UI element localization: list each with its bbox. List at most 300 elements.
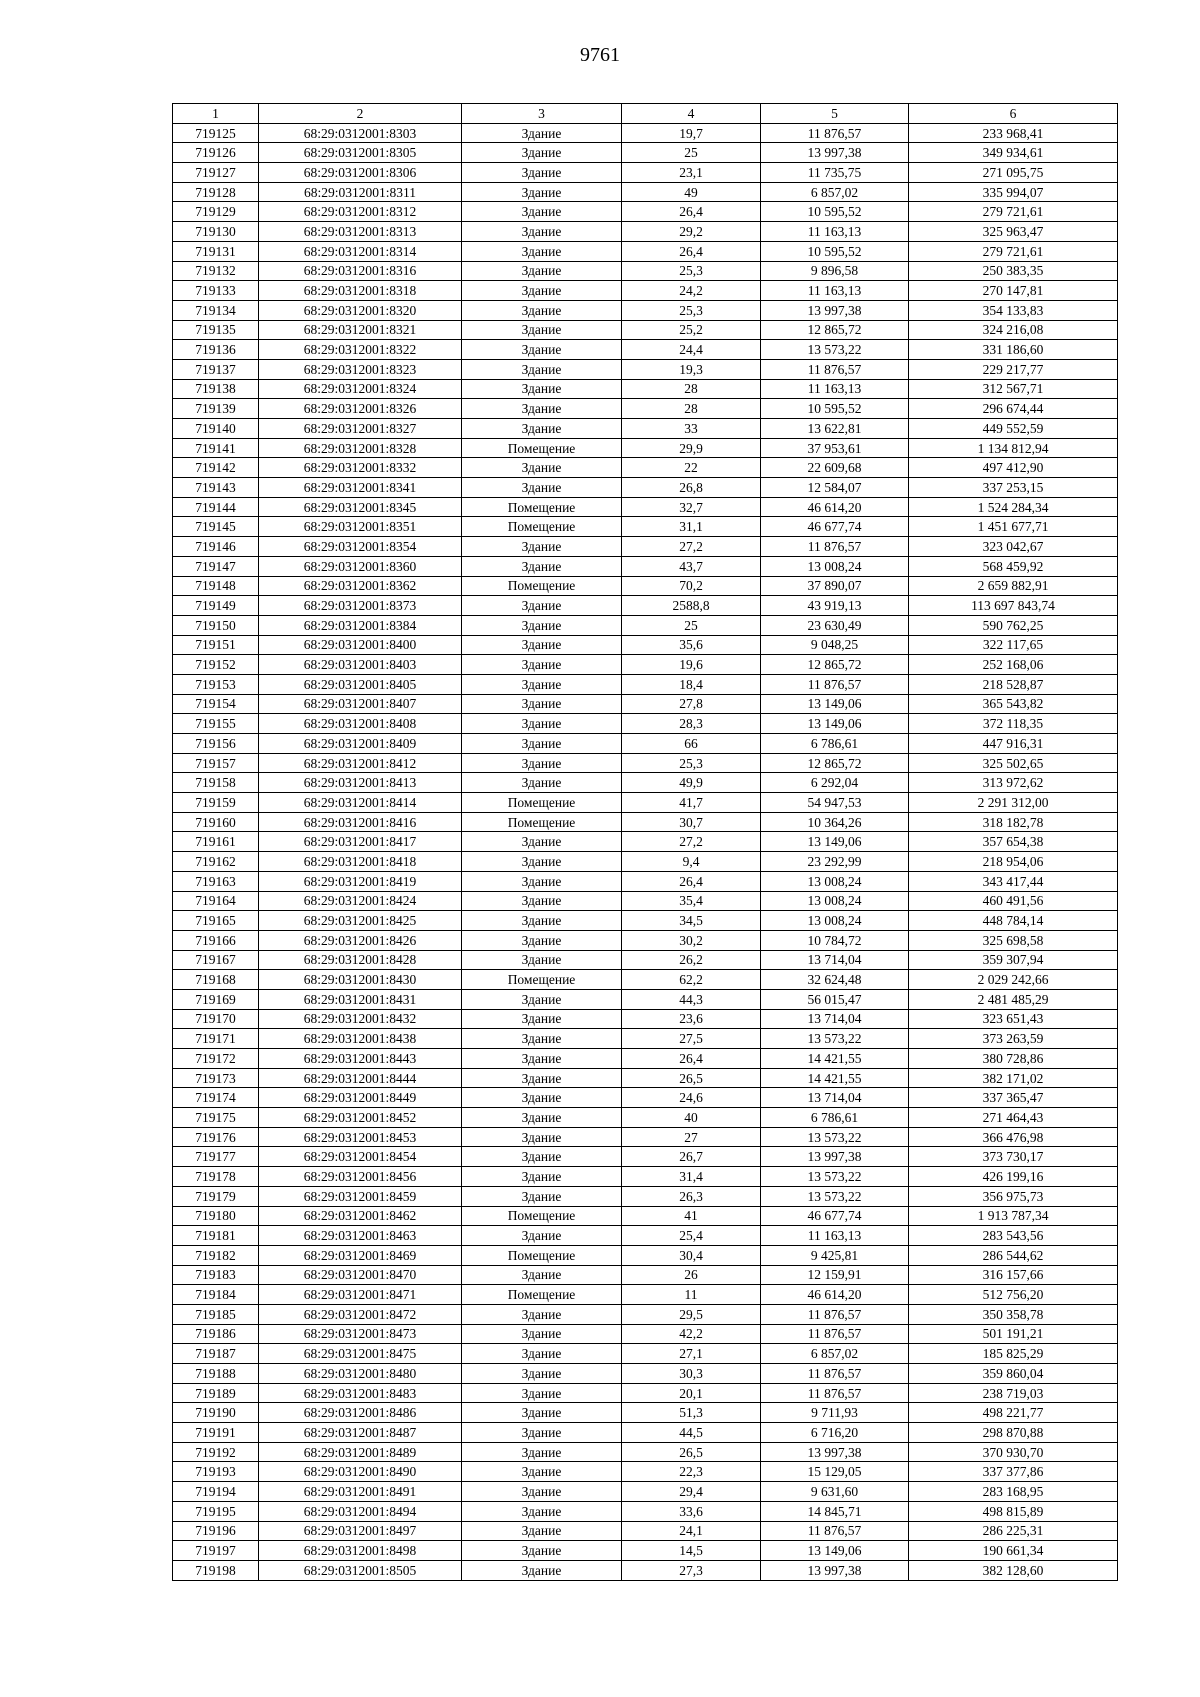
column-header: 4: [622, 104, 761, 124]
unit-value-cell: 13 997,38: [761, 1147, 909, 1167]
table-row: [173, 556, 1118, 576]
cadastral-number-cell: 68:29:0312001:8341: [259, 478, 462, 498]
table-row: [173, 359, 1118, 379]
cadastral-number-cell: 68:29:0312001:8408: [259, 714, 462, 734]
cadastral-number-cell: 68:29:0312001:8472: [259, 1304, 462, 1324]
object-type-cell: Здание: [462, 419, 622, 439]
object-type-cell: Здание: [462, 1482, 622, 1502]
row-number-cell: 719132: [173, 261, 259, 281]
area-cell: 14,5: [622, 1541, 761, 1561]
row-number-cell: 719171: [173, 1029, 259, 1049]
table-row: [173, 1206, 1118, 1226]
table-row: [173, 478, 1118, 498]
area-cell: 43,7: [622, 556, 761, 576]
cadastral-value-cell: 337 377,86: [909, 1462, 1118, 1482]
cadastral-value-cell: 366 476,98: [909, 1127, 1118, 1147]
unit-value-cell: 13 573,22: [761, 1186, 909, 1206]
area-cell: 30,2: [622, 930, 761, 950]
area-cell: 44,3: [622, 989, 761, 1009]
cadastral-number-cell: 68:29:0312001:8407: [259, 694, 462, 714]
row-number-cell: 719152: [173, 655, 259, 675]
cadastral-value-cell: 322 117,65: [909, 635, 1118, 655]
unit-value-cell: 13 573,22: [761, 1029, 909, 1049]
unit-value-cell: 14 845,71: [761, 1501, 909, 1521]
cadastral-number-cell: 68:29:0312001:8414: [259, 793, 462, 813]
object-type-cell: Здание: [462, 202, 622, 222]
row-number-cell: 719149: [173, 596, 259, 616]
cadastral-number-cell: 68:29:0312001:8489: [259, 1442, 462, 1462]
unit-value-cell: 9 048,25: [761, 635, 909, 655]
unit-value-cell: 12 159,91: [761, 1265, 909, 1285]
row-number-cell: 719141: [173, 438, 259, 458]
unit-value-cell: 46 677,74: [761, 517, 909, 537]
table-row: [173, 1304, 1118, 1324]
table-row: [173, 1245, 1118, 1265]
row-number-cell: 719196: [173, 1521, 259, 1541]
unit-value-cell: 11 876,57: [761, 1304, 909, 1324]
area-cell: 25,3: [622, 753, 761, 773]
cadastral-value-cell: 296 674,44: [909, 399, 1118, 419]
unit-value-cell: 6 716,20: [761, 1423, 909, 1443]
table-row: [173, 241, 1118, 261]
unit-value-cell: 11 876,57: [761, 1364, 909, 1384]
row-number-cell: 719148: [173, 576, 259, 596]
cadastral-value-cell: 283 168,95: [909, 1482, 1118, 1502]
area-cell: 26,4: [622, 241, 761, 261]
area-cell: 62,2: [622, 970, 761, 990]
cadastral-number-cell: 68:29:0312001:8327: [259, 419, 462, 439]
area-cell: 26,5: [622, 1068, 761, 1088]
area-cell: 30,4: [622, 1245, 761, 1265]
cadastral-value-cell: 331 186,60: [909, 340, 1118, 360]
cadastral-value-cell: 185 825,29: [909, 1344, 1118, 1364]
object-type-cell: Здание: [462, 123, 622, 143]
row-number-cell: 719147: [173, 556, 259, 576]
cadastral-number-cell: 68:29:0312001:8320: [259, 300, 462, 320]
object-type-cell: Здание: [462, 911, 622, 931]
cadastral-number-cell: 68:29:0312001:8324: [259, 379, 462, 399]
object-type-cell: Здание: [462, 1423, 622, 1443]
cadastral-number-cell: 68:29:0312001:8490: [259, 1462, 462, 1482]
object-type-cell: Здание: [462, 1541, 622, 1561]
object-type-cell: Здание: [462, 694, 622, 714]
object-type-cell: Здание: [462, 615, 622, 635]
object-type-cell: Здание: [462, 281, 622, 301]
table-row: [173, 773, 1118, 793]
cadastral-value-cell: 2 481 485,29: [909, 989, 1118, 1009]
cadastral-value-cell: 448 784,14: [909, 911, 1118, 931]
unit-value-cell: 6 857,02: [761, 182, 909, 202]
cadastral-value-cell: 323 651,43: [909, 1009, 1118, 1029]
cadastral-number-cell: 68:29:0312001:8403: [259, 655, 462, 675]
unit-value-cell: 13 149,06: [761, 694, 909, 714]
cadastral-number-cell: 68:29:0312001:8314: [259, 241, 462, 261]
table-row: [173, 300, 1118, 320]
row-number-cell: 719173: [173, 1068, 259, 1088]
object-type-cell: Здание: [462, 163, 622, 183]
row-number-cell: 719192: [173, 1442, 259, 1462]
area-cell: 26: [622, 1265, 761, 1285]
area-cell: 24,2: [622, 281, 761, 301]
column-header: 6: [909, 104, 1118, 124]
area-cell: 23,1: [622, 163, 761, 183]
area-cell: 19,7: [622, 123, 761, 143]
table-row: [173, 1403, 1118, 1423]
cadastral-value-cell: 1 913 787,34: [909, 1206, 1118, 1226]
table-row: [173, 1068, 1118, 1088]
area-cell: 25: [622, 615, 761, 635]
object-type-cell: Помещение: [462, 517, 622, 537]
cadastral-number-cell: 68:29:0312001:8326: [259, 399, 462, 419]
area-cell: 26,4: [622, 1049, 761, 1069]
cadastral-number-cell: 68:29:0312001:8438: [259, 1029, 462, 1049]
cadastral-number-cell: 68:29:0312001:8362: [259, 576, 462, 596]
row-number-cell: 719176: [173, 1127, 259, 1147]
area-cell: 25,3: [622, 300, 761, 320]
unit-value-cell: 22 609,68: [761, 458, 909, 478]
cadastral-number-cell: 68:29:0312001:8419: [259, 871, 462, 891]
row-number-cell: 719188: [173, 1364, 259, 1384]
unit-value-cell: 56 015,47: [761, 989, 909, 1009]
area-cell: 41: [622, 1206, 761, 1226]
cadastral-value-cell: 325 963,47: [909, 222, 1118, 242]
cadastral-number-cell: 68:29:0312001:8494: [259, 1501, 462, 1521]
cadastral-value-cell: 190 661,34: [909, 1541, 1118, 1561]
cadastral-number-cell: 68:29:0312001:8332: [259, 458, 462, 478]
row-number-cell: 719170: [173, 1009, 259, 1029]
object-type-cell: Помещение: [462, 970, 622, 990]
table-row: [173, 911, 1118, 931]
unit-value-cell: 37 953,61: [761, 438, 909, 458]
row-number-cell: 719159: [173, 793, 259, 813]
cadastral-value-cell: 590 762,25: [909, 615, 1118, 635]
cadastral-number-cell: 68:29:0312001:8462: [259, 1206, 462, 1226]
row-number-cell: 719179: [173, 1186, 259, 1206]
cadastral-number-cell: 68:29:0312001:8459: [259, 1186, 462, 1206]
area-cell: 33,6: [622, 1501, 761, 1521]
cadastral-value-cell: 373 730,17: [909, 1147, 1118, 1167]
cadastral-number-cell: 68:29:0312001:8306: [259, 163, 462, 183]
table-row: [173, 1423, 1118, 1443]
row-number-cell: 719172: [173, 1049, 259, 1069]
cadastral-number-cell: 68:29:0312001:8444: [259, 1068, 462, 1088]
unit-value-cell: 6 857,02: [761, 1344, 909, 1364]
unit-value-cell: 10 595,52: [761, 241, 909, 261]
unit-value-cell: 13 573,22: [761, 1127, 909, 1147]
registry-table: [172, 103, 1118, 1581]
unit-value-cell: 6 786,61: [761, 1108, 909, 1128]
row-number-cell: 719150: [173, 615, 259, 635]
area-cell: 42,2: [622, 1324, 761, 1344]
object-type-cell: Помещение: [462, 1245, 622, 1265]
table-row: [173, 694, 1118, 714]
cadastral-number-cell: 68:29:0312001:8449: [259, 1088, 462, 1108]
table-row: [173, 950, 1118, 970]
area-cell: 26,4: [622, 202, 761, 222]
object-type-cell: Здание: [462, 1009, 622, 1029]
object-type-cell: Помещение: [462, 1206, 622, 1226]
row-number-cell: 719195: [173, 1501, 259, 1521]
cadastral-number-cell: 68:29:0312001:8416: [259, 812, 462, 832]
cadastral-value-cell: 218 528,87: [909, 674, 1118, 694]
cadastral-value-cell: 325 502,65: [909, 753, 1118, 773]
cadastral-value-cell: 359 307,94: [909, 950, 1118, 970]
object-type-cell: Здание: [462, 1462, 622, 1482]
row-number-cell: 719193: [173, 1462, 259, 1482]
row-number-cell: 719151: [173, 635, 259, 655]
table-row: [173, 1344, 1118, 1364]
area-cell: 35,4: [622, 891, 761, 911]
cadastral-number-cell: 68:29:0312001:8351: [259, 517, 462, 537]
table-row: [173, 674, 1118, 694]
cadastral-value-cell: 323 042,67: [909, 537, 1118, 557]
area-cell: 29,9: [622, 438, 761, 458]
area-cell: 25,2: [622, 320, 761, 340]
cadastral-number-cell: 68:29:0312001:8480: [259, 1364, 462, 1384]
table-row: [173, 1482, 1118, 1502]
unit-value-cell: 13 008,24: [761, 556, 909, 576]
table-row: [173, 517, 1118, 537]
cadastral-number-cell: 68:29:0312001:8483: [259, 1383, 462, 1403]
cadastral-value-cell: 312 567,71: [909, 379, 1118, 399]
table-row: [173, 281, 1118, 301]
cadastral-number-cell: 68:29:0312001:8321: [259, 320, 462, 340]
cadastral-value-cell: 354 133,83: [909, 300, 1118, 320]
cadastral-number-cell: 68:29:0312001:8497: [259, 1521, 462, 1541]
object-type-cell: Помещение: [462, 497, 622, 517]
object-type-cell: Здание: [462, 1521, 622, 1541]
row-number-cell: 719190: [173, 1403, 259, 1423]
cadastral-number-cell: 68:29:0312001:8373: [259, 596, 462, 616]
table-row: [173, 596, 1118, 616]
unit-value-cell: 9 631,60: [761, 1482, 909, 1502]
cadastral-value-cell: 449 552,59: [909, 419, 1118, 439]
unit-value-cell: 13 149,06: [761, 714, 909, 734]
unit-value-cell: 10 595,52: [761, 202, 909, 222]
unit-value-cell: 9 711,93: [761, 1403, 909, 1423]
table-row: [173, 714, 1118, 734]
cadastral-number-cell: 68:29:0312001:8316: [259, 261, 462, 281]
table-row: [173, 458, 1118, 478]
cadastral-value-cell: 271 464,43: [909, 1108, 1118, 1128]
cadastral-number-cell: 68:29:0312001:8432: [259, 1009, 462, 1029]
row-number-cell: 719197: [173, 1541, 259, 1561]
unit-value-cell: 14 421,55: [761, 1068, 909, 1088]
object-type-cell: Здание: [462, 1186, 622, 1206]
object-type-cell: Здание: [462, 1442, 622, 1462]
unit-value-cell: 46 614,20: [761, 497, 909, 517]
object-type-cell: Здание: [462, 222, 622, 242]
object-type-cell: Здание: [462, 1344, 622, 1364]
table-row: [173, 1029, 1118, 1049]
unit-value-cell: 14 421,55: [761, 1049, 909, 1069]
area-cell: 44,5: [622, 1423, 761, 1443]
cadastral-value-cell: 373 263,59: [909, 1029, 1118, 1049]
object-type-cell: Здание: [462, 1226, 622, 1246]
area-cell: 30,7: [622, 812, 761, 832]
table-row: [173, 1147, 1118, 1167]
object-type-cell: Помещение: [462, 812, 622, 832]
unit-value-cell: 12 865,72: [761, 753, 909, 773]
cadastral-value-cell: 359 860,04: [909, 1364, 1118, 1384]
row-number-cell: 719138: [173, 379, 259, 399]
cadastral-number-cell: 68:29:0312001:8505: [259, 1560, 462, 1580]
cadastral-value-cell: 372 118,35: [909, 714, 1118, 734]
unit-value-cell: 6 786,61: [761, 734, 909, 754]
cadastral-value-cell: 460 491,56: [909, 891, 1118, 911]
area-cell: 20,1: [622, 1383, 761, 1403]
object-type-cell: Здание: [462, 950, 622, 970]
table-row: [173, 615, 1118, 635]
area-cell: 25,4: [622, 1226, 761, 1246]
unit-value-cell: 13 008,24: [761, 891, 909, 911]
object-type-cell: Помещение: [462, 576, 622, 596]
object-type-cell: Здание: [462, 1304, 622, 1324]
cadastral-number-cell: 68:29:0312001:8412: [259, 753, 462, 773]
area-cell: 31,4: [622, 1167, 761, 1187]
unit-value-cell: 11 735,75: [761, 163, 909, 183]
unit-value-cell: 10 364,26: [761, 812, 909, 832]
table-row: [173, 379, 1118, 399]
area-cell: 19,6: [622, 655, 761, 675]
row-number-cell: 719155: [173, 714, 259, 734]
unit-value-cell: 32 624,48: [761, 970, 909, 990]
row-number-cell: 719167: [173, 950, 259, 970]
object-type-cell: Здание: [462, 596, 622, 616]
cadastral-number-cell: 68:29:0312001:8486: [259, 1403, 462, 1423]
cadastral-value-cell: 380 728,86: [909, 1049, 1118, 1069]
area-cell: 26,7: [622, 1147, 761, 1167]
row-number-cell: 719142: [173, 458, 259, 478]
unit-value-cell: 9 425,81: [761, 1245, 909, 1265]
table-row: [173, 1127, 1118, 1147]
cadastral-number-cell: 68:29:0312001:8425: [259, 911, 462, 931]
object-type-cell: Здание: [462, 1088, 622, 1108]
row-number-cell: 719145: [173, 517, 259, 537]
object-type-cell: Здание: [462, 1265, 622, 1285]
object-type-cell: Здание: [462, 143, 622, 163]
cadastral-value-cell: 279 721,61: [909, 241, 1118, 261]
row-number-cell: 719137: [173, 359, 259, 379]
row-number-cell: 719164: [173, 891, 259, 911]
row-number-cell: 719162: [173, 852, 259, 872]
cadastral-number-cell: 68:29:0312001:8417: [259, 832, 462, 852]
area-cell: 33: [622, 419, 761, 439]
cadastral-value-cell: 498 815,89: [909, 1501, 1118, 1521]
unit-value-cell: 11 876,57: [761, 537, 909, 557]
table-row: [173, 222, 1118, 242]
cadastral-value-cell: 252 168,06: [909, 655, 1118, 675]
cadastral-value-cell: 229 217,77: [909, 359, 1118, 379]
cadastral-number-cell: 68:29:0312001:8323: [259, 359, 462, 379]
table-header-row: [173, 104, 1118, 124]
area-cell: 29,5: [622, 1304, 761, 1324]
cadastral-value-cell: 313 972,62: [909, 773, 1118, 793]
table-row: [173, 970, 1118, 990]
cadastral-number-cell: 68:29:0312001:8473: [259, 1324, 462, 1344]
object-type-cell: Здание: [462, 261, 622, 281]
unit-value-cell: 46 677,74: [761, 1206, 909, 1226]
table-row: [173, 202, 1118, 222]
cadastral-number-cell: 68:29:0312001:8328: [259, 438, 462, 458]
area-cell: 34,5: [622, 911, 761, 931]
unit-value-cell: 12 865,72: [761, 655, 909, 675]
table-row: [173, 812, 1118, 832]
table-row: [173, 1541, 1118, 1561]
object-type-cell: Здание: [462, 773, 622, 793]
object-type-cell: Здание: [462, 359, 622, 379]
cadastral-number-cell: 68:29:0312001:8456: [259, 1167, 462, 1187]
object-type-cell: Здание: [462, 871, 622, 891]
object-type-cell: Здание: [462, 1127, 622, 1147]
unit-value-cell: 11 876,57: [761, 1383, 909, 1403]
area-cell: 24,4: [622, 340, 761, 360]
row-number-cell: 719182: [173, 1245, 259, 1265]
row-number-cell: 719136: [173, 340, 259, 360]
cadastral-value-cell: 218 954,06: [909, 852, 1118, 872]
cadastral-value-cell: 283 543,56: [909, 1226, 1118, 1246]
area-cell: 31,1: [622, 517, 761, 537]
object-type-cell: Здание: [462, 674, 622, 694]
row-number-cell: 719125: [173, 123, 259, 143]
area-cell: 27,2: [622, 832, 761, 852]
cadastral-number-cell: 68:29:0312001:8469: [259, 1245, 462, 1265]
cadastral-number-cell: 68:29:0312001:8470: [259, 1265, 462, 1285]
unit-value-cell: 13 622,81: [761, 419, 909, 439]
object-type-cell: Здание: [462, 1403, 622, 1423]
table-row: [173, 1462, 1118, 1482]
unit-value-cell: 11 876,57: [761, 1521, 909, 1541]
table-row: [173, 1501, 1118, 1521]
cadastral-value-cell: 337 253,15: [909, 478, 1118, 498]
cadastral-value-cell: 447 916,31: [909, 734, 1118, 754]
table-row: [173, 261, 1118, 281]
unit-value-cell: 54 947,53: [761, 793, 909, 813]
table-row: [173, 438, 1118, 458]
cadastral-value-cell: 316 157,66: [909, 1265, 1118, 1285]
table-row: [173, 340, 1118, 360]
cadastral-value-cell: 1 451 677,71: [909, 517, 1118, 537]
row-number-cell: 719184: [173, 1285, 259, 1305]
column-header: 3: [462, 104, 622, 124]
object-type-cell: Здание: [462, 852, 622, 872]
cadastral-number-cell: 68:29:0312001:8487: [259, 1423, 462, 1443]
row-number-cell: 719156: [173, 734, 259, 754]
unit-value-cell: 15 129,05: [761, 1462, 909, 1482]
unit-value-cell: 11 163,13: [761, 222, 909, 242]
table-row: [173, 419, 1118, 439]
area-cell: 24,6: [622, 1088, 761, 1108]
cadastral-number-cell: 68:29:0312001:8452: [259, 1108, 462, 1128]
unit-value-cell: 46 614,20: [761, 1285, 909, 1305]
cadastral-number-cell: 68:29:0312001:8360: [259, 556, 462, 576]
row-number-cell: 719154: [173, 694, 259, 714]
unit-value-cell: 11 876,57: [761, 123, 909, 143]
row-number-cell: 719183: [173, 1265, 259, 1285]
row-number-cell: 719127: [173, 163, 259, 183]
area-cell: 30,3: [622, 1364, 761, 1384]
unit-value-cell: 11 876,57: [761, 1324, 909, 1344]
cadastral-value-cell: 382 128,60: [909, 1560, 1118, 1580]
cadastral-number-cell: 68:29:0312001:8428: [259, 950, 462, 970]
cadastral-value-cell: 238 719,03: [909, 1383, 1118, 1403]
area-cell: 19,3: [622, 359, 761, 379]
table-row: [173, 1521, 1118, 1541]
object-type-cell: Здание: [462, 300, 622, 320]
unit-value-cell: 11 876,57: [761, 674, 909, 694]
object-type-cell: Здание: [462, 1501, 622, 1521]
area-cell: 40: [622, 1108, 761, 1128]
